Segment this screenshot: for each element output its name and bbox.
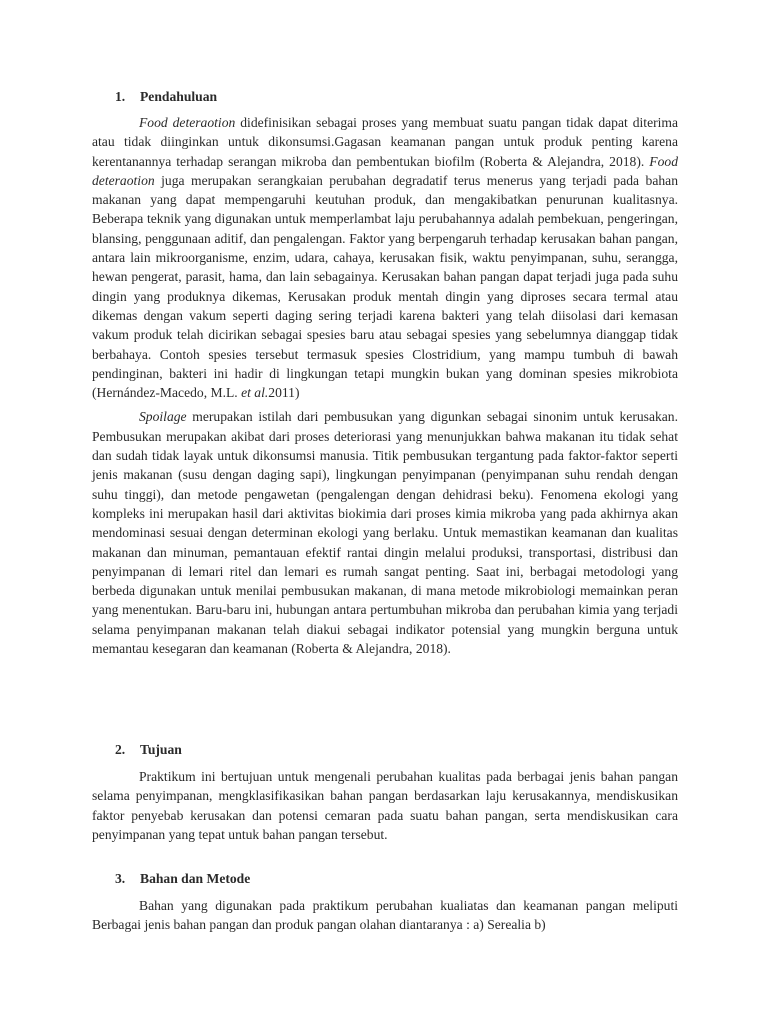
- section-heading-tujuan: [115, 740, 182, 759]
- paragraph: [92, 407, 678, 658]
- text-run: Praktikum ini bertujuan untuk mengenali perubahan kualitas pada berbagai jenis bahan pangan selama penyimpanan, mengklasifikasikan bahan pangan berdasarkan laju kerusakannya, mendiskusikan faktor penyebab kerusakan dan potensi cemaran pada suatu bahan pangan, serta mendiskusikan cara penyimpanan yang tepat untuk bahan pangan tersebut.: [92, 769, 678, 842]
- section-body-tujuan: [92, 767, 678, 849]
- italic-term: et al.: [241, 385, 269, 401]
- paragraph: [92, 767, 678, 844]
- section-number: 2.: [115, 742, 126, 757]
- text-run: 2011): [268, 385, 300, 401]
- paragraph: [92, 113, 678, 402]
- section-title: Bahan dan Metode: [140, 871, 251, 886]
- paragraph: [92, 896, 678, 935]
- section-heading-bahan-dan-metode: [115, 869, 250, 888]
- section-title: Tujuan: [140, 742, 182, 757]
- section-body-pendahuluan: [92, 113, 678, 663]
- text-run: Bahan yang digunakan pada praktikum perubahan kualiatas dan keamanan pangan meliputi Berbagai jenis bahan pangan dan produk pangan olahan diantaranya : a) Serealia b): [92, 898, 678, 933]
- text-run: merupakan istilah dari pembusukan yang digunkan sebagai sinonim untuk kerusakan. Pembusukan merupakan akibat dari proses deteriorasi yang menunjukkan bahwa makanan itu tidak sehat dan sudah tidak layak untuk dikonsumsi manusia. Titik pembusukan tergantung pada faktor-faktor seperti jenis makanan (susu dengan daging sapi), lingkungan penyimpanan (penyimpanan suhu rendah dengan suhu tinggi), dan metode pengawetan (pengalengan dengan dehidrasi beku). Fenomena ekologi yang kompleks ini merupakan hasil dari aktivitas biokimia dari proses kimia mikroba yang pada akhirnya akan mendominasi sesuai dengan determinan ekologi yang berlaku. Untuk memastikan keamanan dan kualitas makanan dan minuman, pemantauan efektif rantai dingin melalui produksi, transportasi, distribusi dan penyimpanan di lemari ritel dan lemari es rumah sangat penting. Saat ini, berbagai metodologi yang berbeda digunakan untuk menilai pembusukan makanan, di mana metode mikrobiologi memainkan peran yang menentukan. Baru-baru ini, hubungan antara pertumbuhan mikroba dan perubahan kimia yang terjadi selama penyimpanan makanan telah diakui sebagai indikator potensial yang mungkin berguna untuk memantau kesegaran dan keamanan (Roberta & Alejandra, 2018).: [92, 409, 678, 657]
- section-heading-pendahuluan: [115, 87, 217, 106]
- italic-term: Spoilage: [139, 409, 187, 425]
- section-number: 3.: [115, 871, 126, 886]
- section-number: 1.: [115, 89, 126, 104]
- text-run: juga merupakan serangkaian perubahan degradatif terus menerus yang terjadi pada bahan makanan yang dapat mempengaruhi keutuhan produk, dan mengakibatkan penurunan kualitasnya. Beberapa teknik yang digunakan untuk memperlambat laju perubahannya adalah pembekuan, pengeringan, blansing, penggunaan aditif, dan pengalengan. Faktor yang berpengaruh terhadap kerusakan bahan pangan, antara lain mikroorganisme, enzim, udara, cahaya, kerusakan fisik, waktu penyimpanan, suhu, serangga, hewan pengerat, parasit, hama, dan lain sebagainya. Kerusakan bahan pangan dapat terjadi juga pada suhu dingin yang produknya dikemas, Kerusakan produk mentah dingin yang diproses secara termal atau dikemas dengan vakum seperti daging sering terjadi karena bakteri yang telah diisolasi dari kemasan vakum produk telah dicirikan sebagai spesies baru atau sebagai spesies yang sebelumnya dianggap tidak berbahaya. Contoh spesies tersebut termasuk spesies Clostridium, yang mampu tumbuh di bawah pendinginan, bakteri ini hadir di lingkungan tetapi mungkin bukan yang dominan spesies mikrobiota (Hernández-Macedo, M.L.: [92, 172, 678, 401]
- text-run: didefinisikan sebagai proses yang membuat suatu pangan tidak dapat diterima atau tidak diinginkan untuk dikonsumsi.Gagasan keamanan pangan untuk produk penting karena kerentanannya terhadap serangan mikroba dan pembentukan biofilm (Roberta & Alejandra, 2018).: [92, 115, 679, 169]
- section-title: Pendahuluan: [140, 89, 218, 104]
- section-body-bahan-dan-metode: [92, 896, 678, 940]
- italic-term: Food deteraotion: [92, 153, 678, 188]
- italic-term: Food deteraotion: [139, 115, 236, 130]
